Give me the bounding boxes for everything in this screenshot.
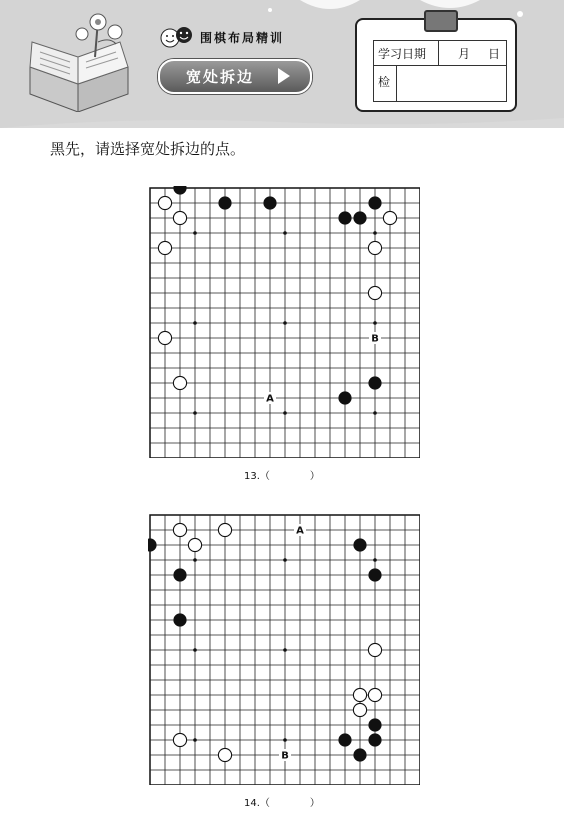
black-stone (353, 211, 366, 224)
star-point (283, 648, 287, 652)
white-stone (368, 643, 381, 656)
topic-label: 宽处拆边 (186, 68, 255, 86)
white-stone (353, 688, 366, 701)
white-stone (158, 331, 171, 344)
date-label: 学习日期 (378, 47, 427, 61)
white-stone (173, 211, 186, 224)
black-stone (338, 733, 351, 746)
black-stone (368, 376, 381, 389)
star-point (283, 321, 287, 325)
black-stone (368, 733, 381, 746)
go-board-problem-13 (148, 186, 420, 458)
black-stone (173, 568, 186, 581)
instruction-text: 黑先，请选择宽处拆边的点。 (50, 140, 246, 158)
star-point (373, 558, 377, 562)
black-stone (173, 613, 186, 626)
star-point (373, 411, 377, 415)
clip-icon (424, 10, 458, 32)
problem-13-caption: 13.（ ） (244, 471, 320, 482)
white-stone (173, 733, 186, 746)
day-label: 日 (488, 47, 501, 61)
study-record-card (355, 18, 517, 112)
star-point (283, 558, 287, 562)
black-stone (368, 718, 381, 731)
white-stone (173, 376, 186, 389)
point-label-b: B (281, 750, 289, 762)
black-stone (353, 538, 366, 551)
smiley-icon (160, 26, 194, 48)
black-stone (338, 391, 351, 404)
star-point (193, 411, 197, 415)
series-heading (160, 26, 284, 48)
white-stone (368, 688, 381, 701)
white-stone (353, 703, 366, 716)
star-point (373, 231, 377, 235)
check-label: 检 (378, 75, 391, 89)
black-stone (368, 568, 381, 581)
white-stone (173, 523, 186, 536)
star-point (283, 411, 287, 415)
white-stone (368, 241, 381, 254)
white-stone (218, 748, 231, 761)
black-stone (338, 211, 351, 224)
star-point (193, 558, 197, 562)
star-point (193, 648, 197, 652)
header-banner (0, 0, 564, 128)
star-point (193, 231, 197, 235)
go-board-problem-14 (148, 513, 420, 785)
star-point (283, 231, 287, 235)
problem-14-caption: 14.（ ） (244, 798, 320, 809)
white-stone (158, 196, 171, 209)
series-title: 围棋布局精训 (200, 30, 285, 45)
book-flowers-icon (20, 12, 140, 112)
star-point (193, 321, 197, 325)
month-label: 月 (458, 47, 471, 61)
topic-banner (158, 59, 312, 94)
white-stone (158, 241, 171, 254)
black-stone (218, 196, 231, 209)
black-stone (368, 196, 381, 209)
point-label-b: B (371, 333, 379, 345)
star-point (193, 738, 197, 742)
white-stone (383, 211, 396, 224)
record-table (373, 40, 507, 102)
black-stone (263, 196, 276, 209)
white-stone (188, 538, 201, 551)
point-label-a: A (266, 393, 274, 405)
black-stone (353, 748, 366, 761)
point-label-a: A (296, 525, 304, 537)
white-stone (368, 286, 381, 299)
star-point (283, 738, 287, 742)
white-stone (218, 523, 231, 536)
play-icon (278, 68, 290, 84)
star-point (373, 321, 377, 325)
